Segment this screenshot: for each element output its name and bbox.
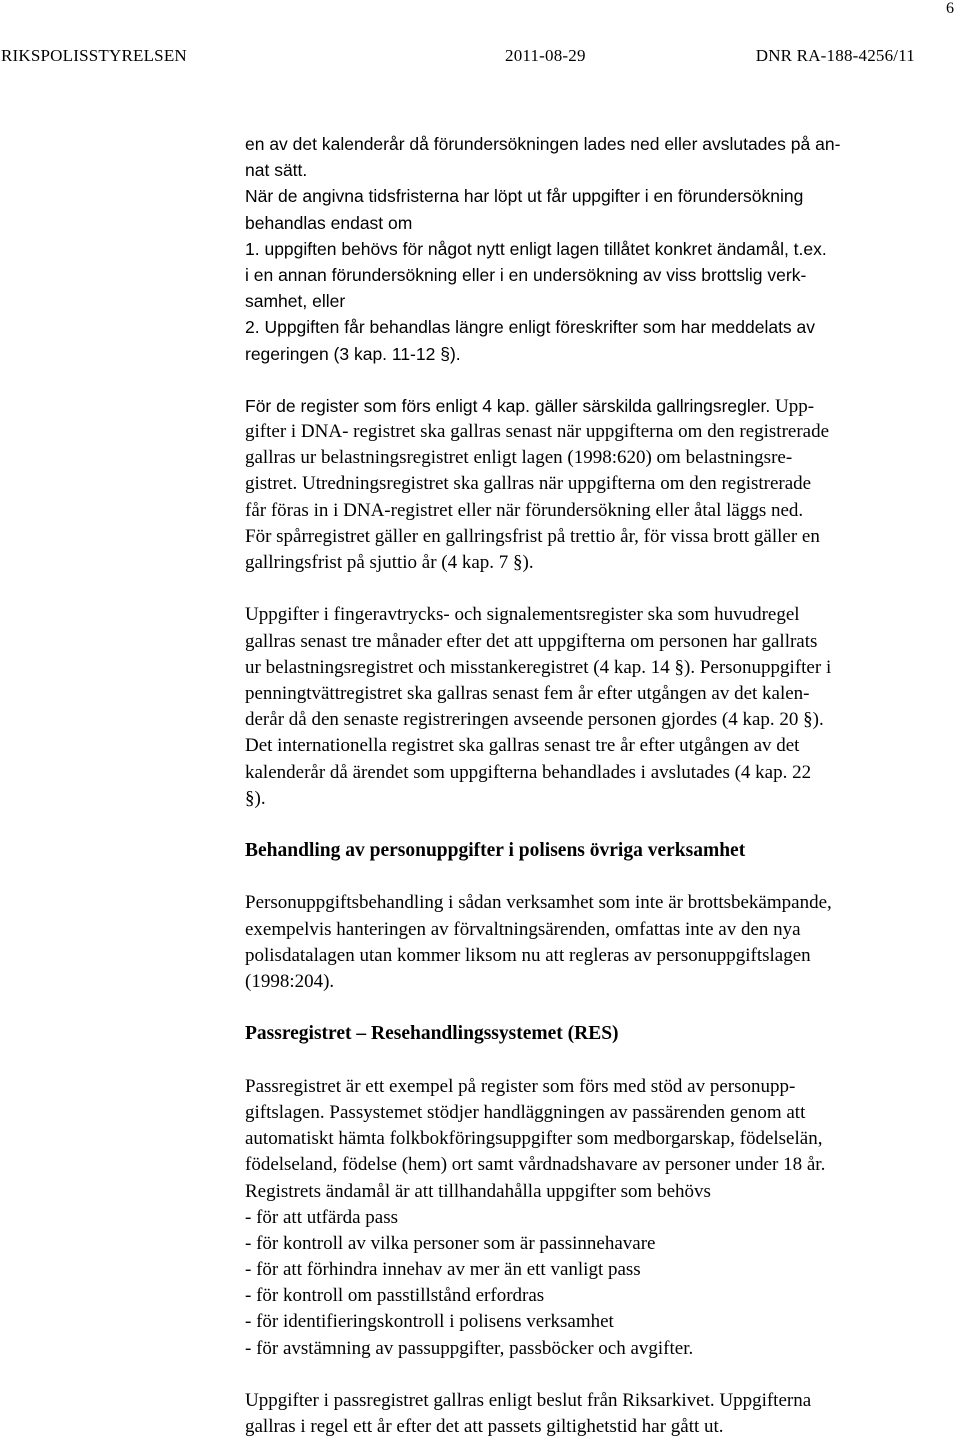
header-dnr: DNR RA-188-4256/11 (755, 46, 915, 65)
text-line: Passregistret är ett exempel på register som förs med stöd av personupp- (245, 1075, 796, 1097)
text-line: i en annan förundersökning eller i en undersökning av viss brottslig verk- (245, 264, 807, 285)
text-line: polisdatalagen utan kommer liksom nu att regleras av personuppgiftslagen (245, 944, 811, 966)
text-line: en av det kalenderår då förundersökningen lades ned eller avslutades på an- (245, 134, 841, 154)
text-line: gallras ur belastningsregistret enligt lagen (1998:620) om belastningsre- (245, 447, 793, 469)
register-gallring-paragraph (245, 393, 935, 576)
header-date: 2011-08-29 (505, 46, 586, 65)
text-line: Registrets ändamål är att tillhandahålla uppgifter som behövs (245, 1180, 711, 1202)
gallring-rules-block (245, 131, 935, 367)
text-line: regeringen (3 kap. 11-12 §). (245, 343, 461, 364)
text-line: 1. uppgiften behövs för något nytt enligt lagen tillåtet konkret ändamål, t.ex. (245, 238, 827, 259)
page-header (0, 46, 960, 70)
other-activities-paragraph (245, 890, 935, 995)
text-line: 2. Uppgiften får behandlas längre enligt föreskrifter som har meddelats av (245, 317, 816, 338)
text-line: kalenderår då ärendet som uppgifterna behandlades i avslutades (4 kap. 22 (245, 761, 812, 783)
list-item: - för avstämning av passuppgifter, passböcker och avgifter. (245, 1337, 694, 1359)
header-organization: RIKSPOLISSTYRELSEN (1, 46, 187, 65)
page-number: 6 (946, 0, 954, 17)
list-item: - för kontroll av vilka personer som är passinnehavare (245, 1232, 656, 1254)
section-heading: Passregistret – Resehandlingssystemet (RES) (245, 1023, 619, 1045)
text-line: automatiskt hämta folkbokföringsuppgifter som medborgarskap, födelselän, (245, 1128, 823, 1150)
text-line: derår då den senaste registreringen avseende personen gjordes (4 kap. 20 §). (245, 709, 824, 731)
text-line: penningtvättregistret ska gallras senast fem år efter utgången av det kalen- (245, 682, 810, 704)
final-paragraph (245, 1388, 935, 1440)
document-body (245, 131, 935, 1440)
text-line: gistret. Utredningsregistret ska gallras när uppgifterna om den registrerade (245, 473, 812, 495)
sans-text: För de register som förs enligt 4 kap. gäller särskilda gallringsregler. (245, 395, 771, 416)
fingerprint-paragraph (245, 602, 935, 812)
text-line: gallringsfrist på sjuttio år (4 kap. 7 §). (245, 552, 534, 573)
text-line: Det internationella registret ska gallras senast tre år efter utgången av det (245, 735, 800, 757)
list-item: - för identifieringskontroll i polisens verksamhet (245, 1311, 614, 1333)
list-item: - för att förhindra innehav av mer än ett vanligt pass (245, 1259, 641, 1281)
text-line: ur belastningsregistret och misstankeregistret (4 kap. 14 §). Personuppgifter i (245, 656, 832, 678)
text-line: Uppgifter i passregistret gallras enligt beslut från Riksarkivet. Uppgifterna (245, 1390, 812, 1411)
text-line: För spårregistret gäller en gallringsfrist på trettio år, för vissa brott gäller en (245, 525, 820, 547)
text-line: gifter i DNA- registret ska gallras senast när uppgifterna om den registrerade (245, 421, 830, 443)
text-line: exempelvis hanteringen av förvaltningsärenden, omfattas inte av den nya (245, 918, 801, 940)
text-line: gallras i regel ett år efter det att passets giltighetstid har gått ut. (245, 1416, 724, 1438)
text-line: behandlas endast om (245, 212, 413, 233)
list-item: - för att utfärda pass (245, 1206, 398, 1228)
section-heading: Behandling av personuppgifter i polisens övriga verksamhet (245, 840, 746, 862)
passport-register-paragraph (245, 1074, 935, 1362)
list-item: - för kontroll om passtillstånd erfordras (245, 1285, 545, 1307)
serif-text: Upp- (774, 395, 815, 417)
text-line: (1998:204). (245, 971, 335, 992)
text-line: När de angivna tidsfristerna har löpt ut får uppgifter i en förundersökning (245, 186, 804, 207)
text-line: gallras senast tre månader efter det att uppgifterna om personen har gallrats (245, 630, 818, 652)
text-line: §). (245, 787, 266, 809)
text-line: giftslagen. Passystemet stödjer handläggningen av passärenden genom att (245, 1101, 806, 1123)
text-line (245, 393, 935, 419)
text-line: samhet, eller (245, 291, 346, 312)
text-line: får föras in i DNA-registret eller när förundersökning eller åtal läggs ned. (245, 499, 804, 521)
text-line: Uppgifter i fingeravtrycks- och signalementsregister ska som huvudregel (245, 604, 800, 626)
text-line: Personuppgiftsbehandling i sådan verksamhet som inte är brottsbekämpande, (245, 892, 832, 914)
text-line: nat sätt. (245, 160, 308, 181)
text-line: födelseland, födelse (hem) ort samt vårdnadshavare av personer under 18 år. (245, 1154, 826, 1176)
